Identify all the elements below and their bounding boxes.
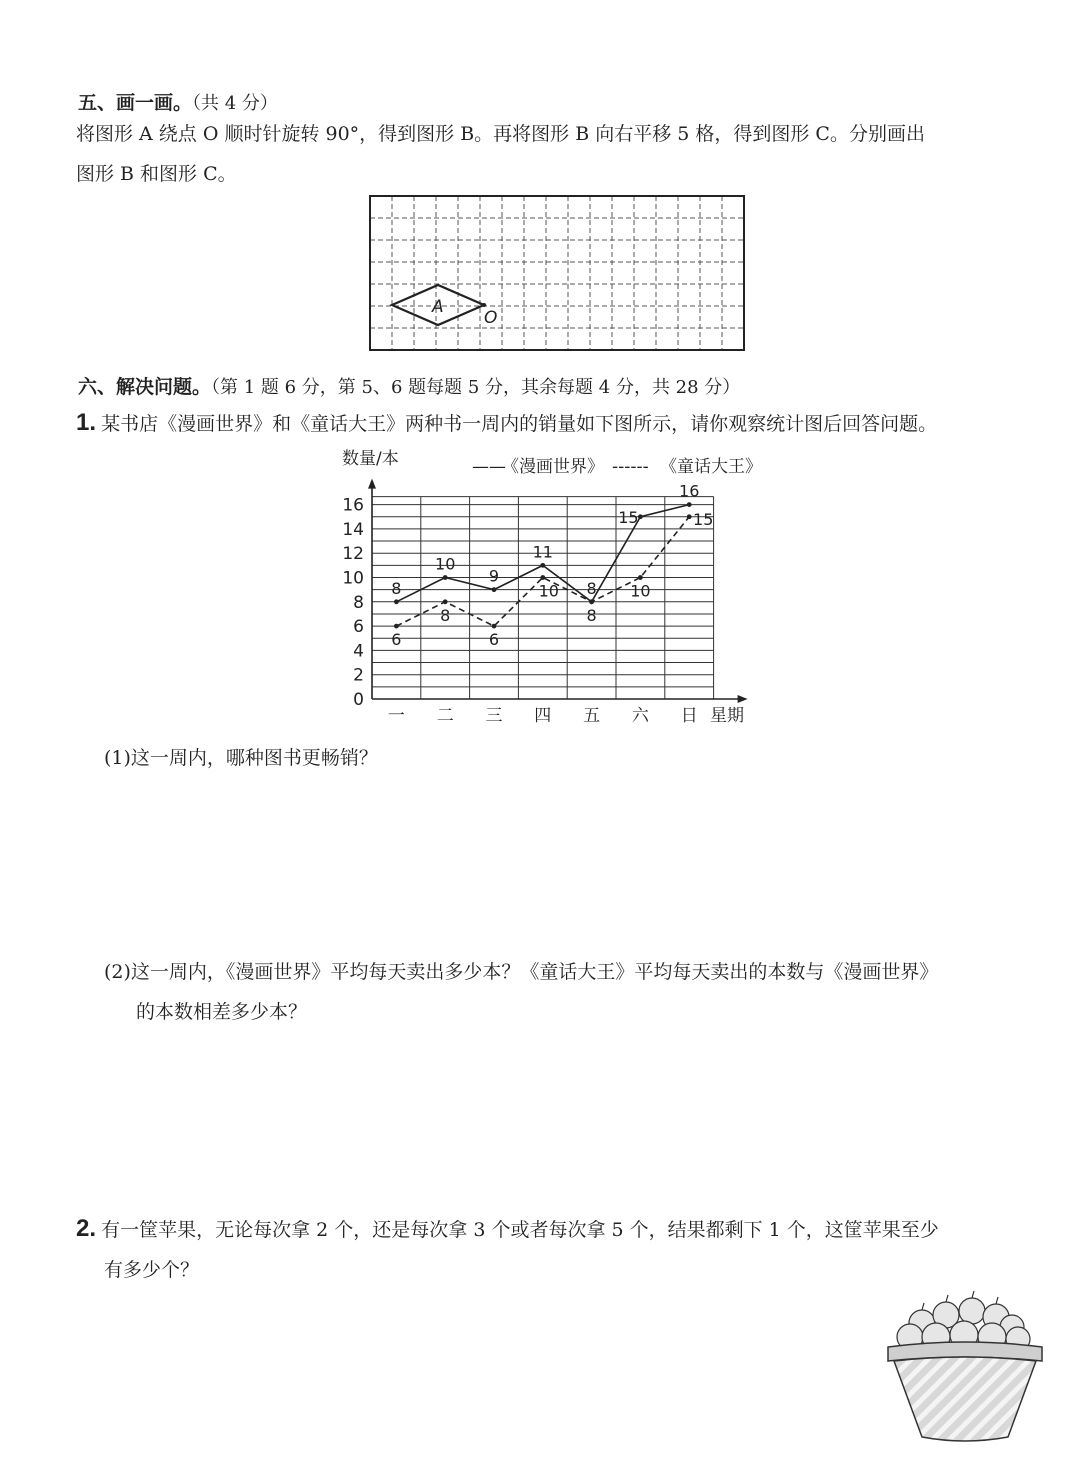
x-axis-arrow: [738, 695, 748, 703]
y-tick-label: 6: [353, 617, 364, 638]
data-point: [540, 563, 545, 568]
section5-instruction-line2: 图形 B 和图形 C。: [76, 163, 237, 185]
apple-basket-illustration: [880, 1285, 1050, 1450]
y-tick-label: 2: [353, 665, 364, 686]
q1-sub2-line1: (2)这一周内，《漫画世界》平均每天卖出多少本？《童话大王》平均每天卖出的本数与《漫画世界》: [104, 961, 939, 983]
chart-legend: [472, 457, 762, 477]
x-tick-labels: [388, 706, 698, 726]
section5-points: （共 4 分）: [192, 93, 278, 114]
q1-number: 1.: [76, 409, 97, 436]
y-axis-label: 数量/本: [342, 449, 399, 469]
y-tick-label: 12: [342, 544, 364, 565]
data-point: [540, 575, 545, 580]
point-o-label: O: [484, 308, 498, 328]
q1-text: 某书店《漫画世界》和《童话大王》两种书一周内的销量如下图所示，请你观察统计图后回答问题。: [101, 413, 938, 435]
data-label: 15: [693, 509, 714, 529]
data-label: 9: [488, 566, 500, 586]
q1-sub2-line2: 的本数相差多少本？: [136, 1001, 308, 1023]
shape-a-label: A: [432, 297, 444, 317]
y-axis-arrow: [368, 479, 376, 489]
data-point: [492, 587, 497, 592]
q1-prompt: [76, 404, 937, 444]
q1-sub1: (1)这一周内，哪种图书更畅销？: [104, 747, 378, 769]
y-tick-labels: [342, 496, 364, 710]
section6-heading: [78, 372, 740, 399]
legend-mark-manhua: ——: [472, 457, 506, 477]
data-label: 8: [391, 578, 402, 598]
x-tick-label: 一: [387, 706, 405, 726]
y-tick-label: 14: [342, 519, 364, 540]
dashed-grid: [370, 196, 744, 350]
x-axis-label: 星期: [710, 706, 744, 726]
y-tick-label: 0: [353, 690, 364, 710]
y-tick-label: 8: [353, 592, 364, 613]
data-point: [687, 514, 692, 519]
data-label: 8: [440, 605, 451, 625]
q2-text-line2: 有多少个？: [104, 1259, 200, 1281]
data-point: [687, 502, 692, 507]
data-label: 10: [630, 581, 651, 601]
data-point: [638, 575, 643, 580]
data-label: 8: [586, 605, 597, 625]
data-point: [443, 599, 448, 604]
x-tick-label: 四: [534, 706, 552, 726]
data-point: [638, 514, 643, 519]
data-label: 6: [488, 630, 500, 650]
x-tick-label: 二: [436, 706, 454, 726]
section5-heading: [78, 88, 278, 115]
data-label: 10: [435, 554, 456, 574]
y-tick-label: 4: [353, 641, 364, 662]
data-point: [394, 599, 399, 604]
data-label: 15: [618, 507, 639, 527]
section6-title: 六、解决问题。: [78, 376, 212, 398]
q2-text-line1: 有一筐苹果，无论每次拿 2 个，还是每次拿 3 个或者每次拿 5 个，结果都剩下 1 个，这筐苹果至少: [101, 1219, 939, 1241]
x-tick-label: 三: [485, 706, 503, 726]
section5-title: 五、画一画。: [78, 92, 193, 114]
grid-border: [370, 196, 744, 350]
data-label: 6: [391, 630, 402, 650]
legend-mark-tonghua: ------: [612, 457, 649, 477]
data-label: 11: [532, 542, 553, 562]
sales-line-chart: [320, 440, 800, 730]
data-label: 8: [586, 578, 597, 598]
data-point: [589, 599, 594, 604]
basket-body: [894, 1357, 1036, 1441]
data-label: 10: [538, 581, 559, 601]
section6-points: （第 1 题 6 分，第 5、6 题每题 5 分，其余每题 4 分，共 28 分）: [211, 377, 741, 398]
section5-instruction-line1: 将图形 A 绕点 O 顺时针旋转 90°，得到图形 B。再将图形 B 向右平移 5 格，得到图形 C。分别画出: [76, 123, 925, 145]
x-tick-label: 日: [680, 706, 698, 726]
rotation-grid-figure: [360, 186, 760, 361]
q2-prompt: [76, 1210, 939, 1250]
legend-manhua-shijie: 《漫画世界》: [502, 457, 604, 477]
x-tick-label: 六: [631, 706, 649, 726]
data-point: [443, 575, 448, 580]
data-point: [492, 624, 497, 629]
data-point: [394, 624, 399, 629]
y-tick-label: 16: [342, 495, 364, 516]
data-label: 16: [679, 481, 700, 501]
q2-number: 2.: [76, 1215, 97, 1242]
x-tick-label: 五: [583, 706, 601, 726]
y-tick-label: 10: [342, 568, 364, 589]
legend-tonghua-dawang: 《童话大王》: [660, 457, 762, 477]
point-o: [482, 303, 486, 307]
